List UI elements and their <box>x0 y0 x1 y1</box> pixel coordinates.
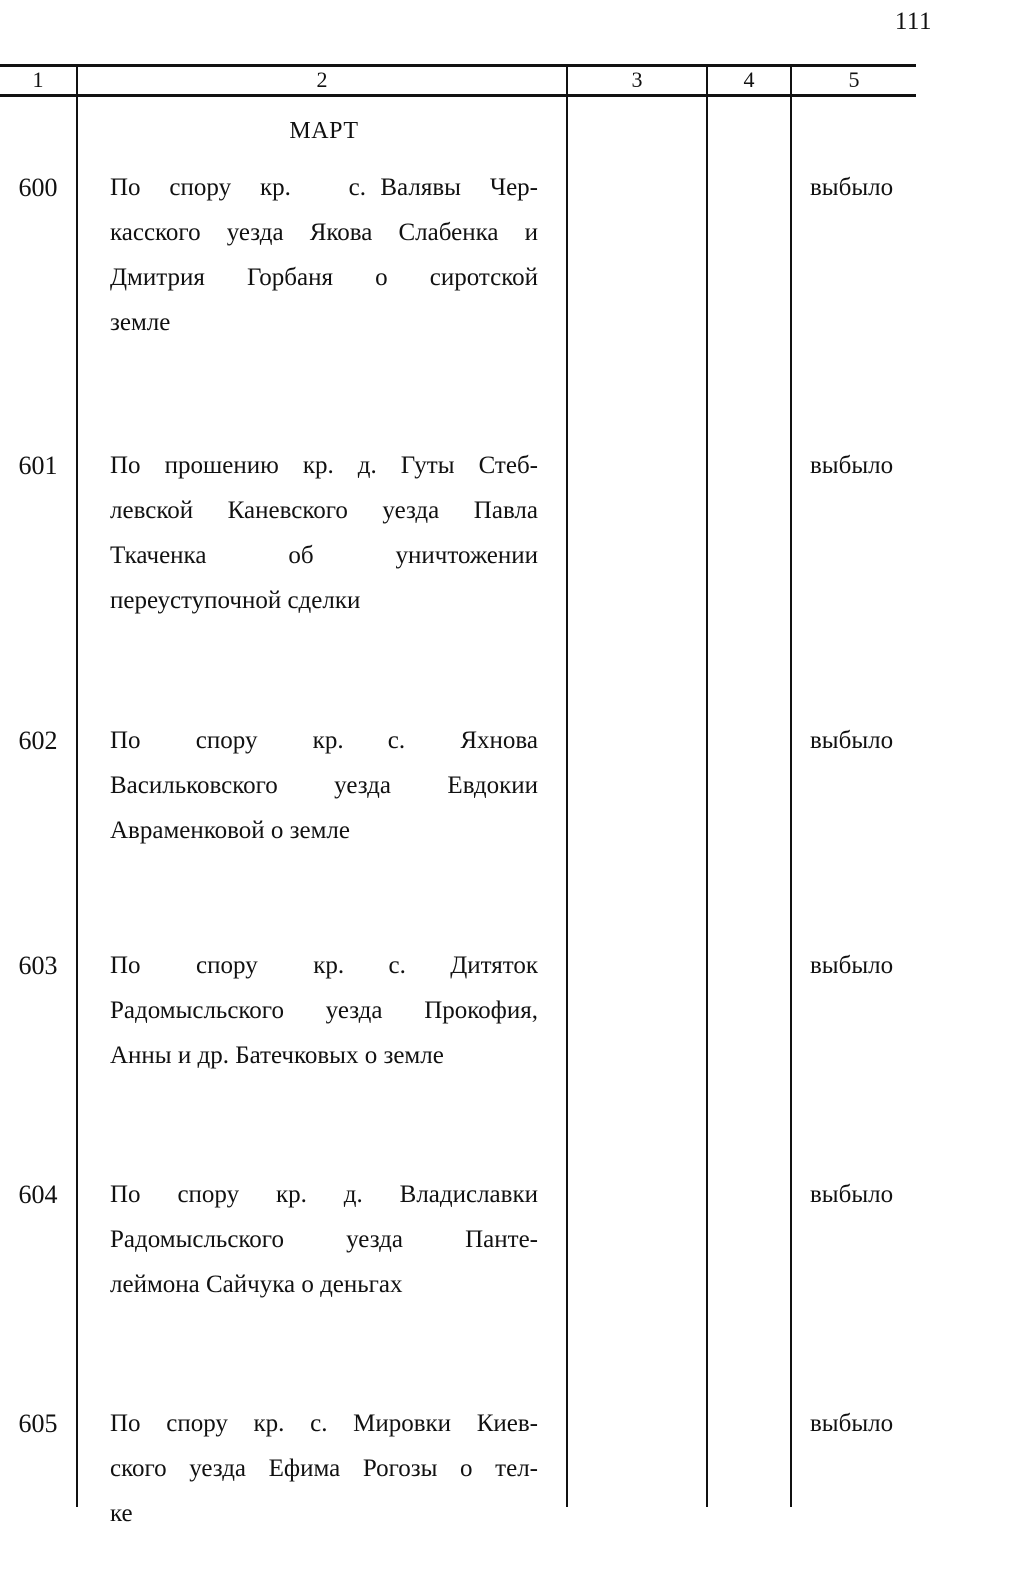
description-line: ке <box>110 1500 133 1527</box>
description-line: Васильковского уезда Евдокии <box>110 772 538 799</box>
row-status: выбыло <box>810 1410 894 1437</box>
row-description <box>110 443 538 623</box>
column-divider-2 <box>566 64 568 1507</box>
description-line: Ткаченка об уничтожении <box>110 542 538 569</box>
row-status: выбыло <box>810 1181 894 1208</box>
description-line: По спору кр. с. Яхнова <box>110 727 538 754</box>
row-description <box>110 718 538 853</box>
description-line: переуступочной сделки <box>110 587 361 614</box>
description-line: По спору кр. с. Дитяток <box>110 952 538 979</box>
description-line: По спору кр. д. Владиславки <box>110 1181 538 1208</box>
row-status: выбыло <box>810 727 894 754</box>
description-line: Анны и др. Батечковых о земле <box>110 1042 444 1069</box>
description-line: земле <box>110 309 171 336</box>
description-line: Радомысльского уезда Прокофия, <box>110 997 538 1024</box>
description-line: По спору кр. с. Мировки Киев- <box>110 1410 538 1437</box>
month-heading: МАРТ <box>289 118 359 144</box>
description-line: По спору кр. с. Валявы Чер- <box>110 174 538 201</box>
description-line: ского уезда Ефима Рогозы о тел- <box>110 1455 538 1482</box>
description-line: леймона Сайчука о деньгах <box>110 1271 403 1298</box>
table-header-bottom-rule <box>0 94 916 97</box>
row-status: выбыло <box>810 952 894 979</box>
description-line: Дмитрия Горбаня о сиротской <box>110 264 538 291</box>
row-number: 605 <box>18 1409 58 1438</box>
row-number: 600 <box>18 173 58 202</box>
row-description <box>110 943 538 1078</box>
description-line: левской Каневского уезда Павла <box>110 497 538 524</box>
column-header-5: 5 <box>848 67 860 92</box>
row-number: 603 <box>18 951 58 980</box>
row-number: 601 <box>18 451 58 480</box>
row-description <box>110 1401 538 1536</box>
column-header-3: 3 <box>631 67 643 92</box>
column-divider-1 <box>76 64 78 1507</box>
description-line: По прошению кр. д. Гуты Стеб- <box>110 452 538 479</box>
row-status: выбыло <box>810 452 894 479</box>
row-number: 604 <box>18 1180 58 1209</box>
row-number: 602 <box>18 726 58 755</box>
page-number: 111 <box>894 8 932 35</box>
row-status: выбыло <box>810 174 894 201</box>
column-header-4: 4 <box>743 67 755 92</box>
description-line: Авраменковой о земле <box>110 817 351 844</box>
column-header-2: 2 <box>316 67 328 92</box>
description-line: Радомысльского уезда Панте- <box>110 1226 538 1253</box>
description-line: касского уезда Якова Слабенка и <box>110 219 538 246</box>
column-divider-4 <box>790 64 792 1507</box>
row-description <box>110 165 538 345</box>
row-description <box>110 1172 538 1307</box>
column-header-1: 1 <box>32 67 44 92</box>
column-divider-3 <box>706 64 708 1507</box>
